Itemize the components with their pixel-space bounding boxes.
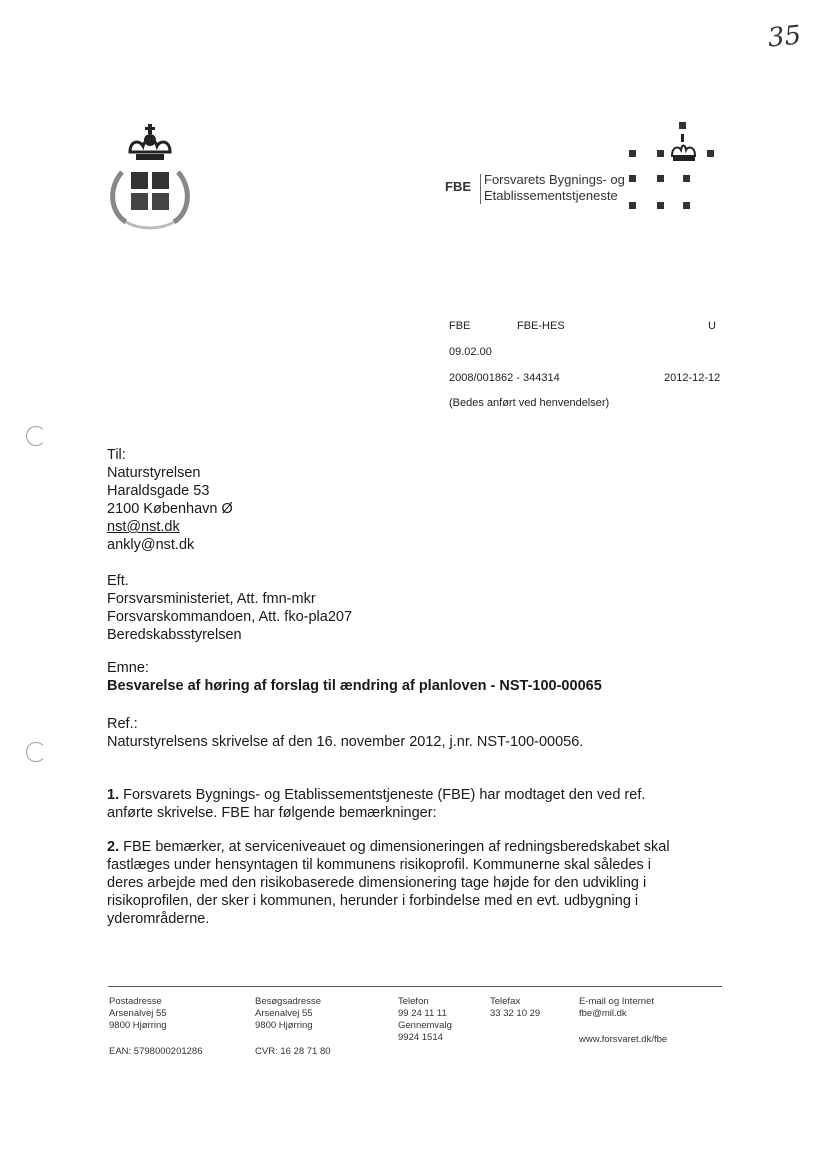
subject-label: Emne: — [107, 660, 149, 676]
ref-office: FBE — [449, 320, 471, 332]
paragraph-line: Forsvarets Bygnings- og Etablissementstjeneste (FBE) har modtaget den ved ref. — [123, 787, 646, 803]
footer-phone-line: 99 24 11 11 — [398, 1008, 447, 1019]
ref-section: FBE-HES — [517, 320, 565, 332]
footer-divider — [108, 986, 722, 987]
letterhead-abbreviation: FBE — [445, 179, 471, 194]
paragraph-number: 2. — [107, 839, 120, 855]
letterhead-name-line2: Etablissementstjeneste — [484, 188, 618, 203]
footer-fax — [490, 996, 540, 1020]
footer-email-link[interactable]: fbe@mil.dk — [579, 1008, 627, 1019]
recipient-line: 2100 København Ø — [107, 501, 233, 517]
recipient-line: Naturstyrelsen — [107, 465, 201, 481]
footer-fax-line: 33 32 10 29 — [490, 1008, 541, 1019]
copy-to-line: Forsvarsministeriet, Att. fmn-mkr — [107, 591, 316, 607]
letterhead-name-line1: Forsvarets Bygnings- og — [484, 172, 625, 187]
reference-text: Naturstyrelsens skrivelse af den 16. november 2012, j.nr. NST-100-00056. — [107, 734, 584, 750]
punch-hole — [26, 742, 46, 762]
footer-postal — [109, 996, 167, 1032]
paragraph-line: yderområderne. — [107, 911, 210, 927]
paragraph-2 — [107, 838, 670, 928]
footer-postal-label: Postadresse — [109, 996, 162, 1007]
copy-to-block — [107, 572, 352, 644]
paragraph-line: risikoprofilen, der sker i kommunen, herunder i forbindelse med en evt. udbygning i — [107, 893, 639, 909]
footer-phone-line: 9924 1514 — [398, 1032, 443, 1043]
recipient-email-link[interactable]: nst@nst.dk — [107, 519, 180, 535]
footer-web — [579, 996, 654, 1020]
reference-line-block — [107, 715, 583, 751]
page-number: 35 — [766, 20, 803, 54]
letterhead-name — [484, 172, 625, 204]
ref-case-number: 2008/001862 - 344314 — [449, 372, 560, 384]
footer-phone — [398, 996, 452, 1044]
fbe-logo-mark — [615, 120, 720, 212]
copy-to-label: Eft. — [107, 573, 129, 589]
reference-label: Ref.: — [107, 716, 138, 732]
footer-visit — [255, 996, 321, 1032]
subject-block — [107, 659, 602, 695]
letterhead-divider — [480, 174, 481, 204]
footer-fax-label: Telefax — [490, 996, 521, 1007]
paragraph-line: FBE bemærker, at serviceniveauet og dimensioneringen af redningsberedskabet skal — [123, 839, 670, 855]
recipient-email: ankly@nst.dk — [107, 537, 195, 553]
paragraph-1 — [107, 786, 645, 822]
paragraph-line: deres arbejde med den risikobaserede dimensionering tage højde for den udvikling i — [107, 875, 647, 891]
copy-to-line: Forsvarskommandoen, Att. fko-pla207 — [107, 609, 353, 625]
ref-date: 2012-12-12 — [664, 372, 721, 384]
footer-cvr: CVR: 16 28 71 80 — [255, 1046, 331, 1057]
defence-emblem-logo — [100, 122, 200, 234]
paragraph-line: fastlæges under hensyntagen til kommunens risikoprofil. Kommunerne skal således i — [107, 857, 652, 873]
ref-classification: U — [708, 320, 716, 332]
subject-title: Besvarelse af høring af forslag til ændring af planloven - NST-100-00065 — [107, 678, 602, 694]
footer-visit-line: 9800 Hjørring — [255, 1020, 313, 1031]
paragraph-line: anførte skrivelse. FBE har følgende bemærkninger: — [107, 805, 437, 821]
recipient-block — [107, 446, 233, 554]
punch-hole — [26, 426, 46, 446]
footer-postal-line: 9800 Hjørring — [109, 1020, 167, 1031]
recipient-line: Haraldsgade 53 — [107, 483, 210, 499]
ref-journal-code: 09.02.00 — [449, 346, 492, 358]
footer-visit-label: Besøgsadresse — [255, 996, 322, 1007]
footer-web-label: E-mail og Internet — [579, 996, 654, 1007]
paragraph-number: 1. — [107, 787, 120, 803]
recipient-label: Til: — [107, 447, 126, 463]
footer-phone-line: Gennemvalg — [398, 1020, 452, 1031]
copy-to-line: Beredskabsstyrelsen — [107, 627, 242, 643]
footer-postal-line: Arsenalvej 55 — [109, 1008, 167, 1019]
footer-phone-label: Telefon — [398, 996, 429, 1007]
ref-note: (Bedes anført ved henvendelser) — [449, 397, 610, 409]
footer-website-link[interactable]: www.forsvaret.dk/fbe — [579, 1034, 668, 1045]
footer-ean: EAN: 5798000201286 — [109, 1046, 203, 1057]
footer-visit-line: Arsenalvej 55 — [255, 1008, 313, 1019]
